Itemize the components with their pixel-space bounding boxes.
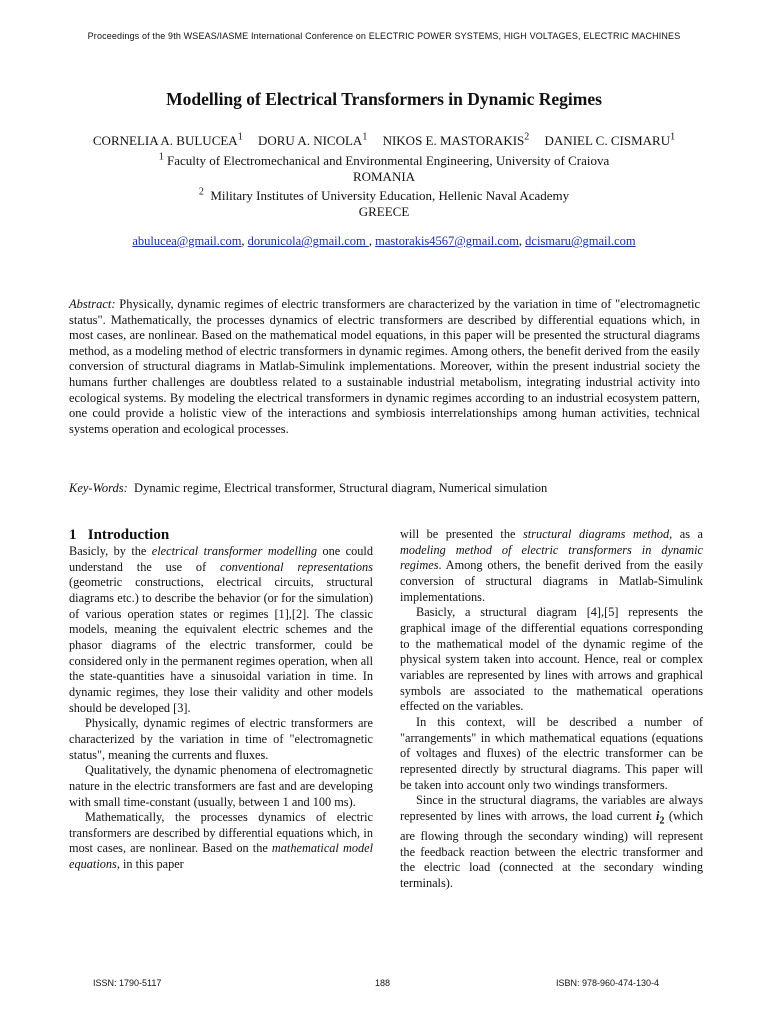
paragraph: Basicly, a structural diagram [4],[5] represents the graphical image of the differential equations corresponding to the mathematical model of the dynamic regime of the physical system taken into account. Hence, real or complex variables are represented by lines with arrows and graphical symbols are associated to the mathematical operations effected on the variables. [400, 605, 703, 714]
email-link[interactable]: abulucea@gmail.com [132, 234, 242, 248]
abstract-label: Abstract: [69, 297, 116, 311]
keywords [69, 481, 700, 496]
paragraph: Basicly, by the electrical transformer modelling one could understand the use of conventional representations (geometric constructions, electrical circuits, structural diagrams etc.) to describe the behavior (or for the simulation) of various operation states or regimes [1],[2]. The classic models, meaning the equivalent electric schemes and the phasor diagrams of the electric transformer, could be considered only in the permanent regimes operation, when all the state-quantities have a sinusoidal variation in time. In dynamic regimes, they lose their validity and other models should be developed [3]. [69, 544, 373, 715]
author: CORNELIA A. BULUCEA$^1$ [92, 131, 243, 148]
abstract-text: Physically, dynamic regimes of electric transformers are characterized by the variation in time of "electromagnetic status". Mathematically, the processes dynamics of electric transformers are described by differential equations which, in most cases, are nonlinear. Based on the mathematical model equations, in this paper will be presented the structural diagrams method, as a modeling method of electric transformers in dynamic regimes. Among others, the benefit derived from the easily conversion of structural diagrams in Matlab-Simulink implementations. Moreover, within the present industrial society the humans further challenges are doubtless related to a sustainable industrial metabolism, integrating industrial activity into ecological systems. By modeling the electrical transformers in dynamic regimes according to an industrial ecosystem pattern, one could provide a holistic view of the interactions and symbiosis interrelationships among human activities, technical systems operation and ecological processes. [69, 297, 700, 436]
affiliation-1: $^1$ Faculty of Electromechanical and Environmental Engineering, University of Craiova [158, 151, 610, 168]
footer-isbn: ISBN: 978-960-474-130-4 [556, 978, 660, 988]
affiliation-2: $^2$ Military Institutes of University Education, Hellenic Naval Academy [198, 186, 570, 203]
paragraph: Since in the structural diagrams, the variables are always represented by lines with arrows, the load current $i_2$ (which are flowing through the secondary winding) will represent the feedback reaction between the electric transformer and the electric load (connected at the secondary winding terminals). [400, 793, 703, 890]
author: DORU A. NICOLA$^1$ [257, 131, 368, 148]
author-list [0, 133, 768, 149]
affiliation-2-country: GREECE [358, 204, 410, 219]
email-link[interactable]: dorunicola@gmail.com [247, 234, 369, 248]
email-list: abulucea@gmail.com, dorunicola@gmail.com , mastorakis4567@gmail.com, dcismaru@gmail.com [132, 234, 636, 248]
left-column [69, 544, 373, 873]
paragraph: Mathematically, the processes dynamics of electric transformers are described by differential equations which, in most cases, are nonlinear. Based on the mathematical model equations, in this paper [69, 810, 374, 872]
paragraph: will be presented the structural diagrams method, as a modeling method of electric transformers in dynamic regimes. Among others, the benefit derived from the easily conversion of structural diagrams in Matlab-Simulink implementations. [400, 527, 703, 604]
paragraph: Qualitatively, the dynamic phenomena of electromagnetic nature in the electric transformers are fast and are developing with small time-constant (usually, between 1 and 100 ms). [69, 763, 373, 809]
email-link[interactable]: mastorakis4567@gmail.com [375, 234, 519, 248]
keywords-text: Dynamic regime, Electrical transformer, Structural diagram, Numerical simulation [134, 481, 548, 495]
section-heading: 1 Introduction [69, 527, 170, 543]
footer-issn: ISSN: 1790-5117 [93, 978, 162, 988]
author: DANIEL C. CISMARU$^1$ [544, 131, 676, 148]
abstract [69, 297, 700, 437]
right-column [400, 527, 703, 892]
conference-header: Proceedings of the 9th WSEAS/IASME International Conference on ELECTRIC POWER SYSTEMS, HIGH VOLTAGES, ELECTRIC MACHINES [87, 31, 681, 41]
footer-page-number: 188 [375, 978, 391, 988]
paragraph: Physically, dynamic regimes of electric transformers are characterized by the variation in time of "electromagnetic status", meaning the currents and fluxes. [69, 716, 373, 762]
keywords-label: Key-Words: [69, 481, 128, 495]
author: NIKOS E. MASTORAKIS$^2$ [382, 131, 530, 148]
paragraph: In this context, will be described a number of "arrangements" in which mathematical equations (equations of voltages and fluxes) of the electric transformer can be represented directly by structural diagrams. This paper will be taken into account only two windings transformers. [400, 714, 703, 792]
affiliation-1-country: ROMANIA [352, 169, 416, 184]
email-link[interactable]: dcismaru@gmail.com [525, 234, 636, 248]
paper-title: Modelling of Electrical Transformers in Dynamic Regimes [166, 89, 602, 109]
